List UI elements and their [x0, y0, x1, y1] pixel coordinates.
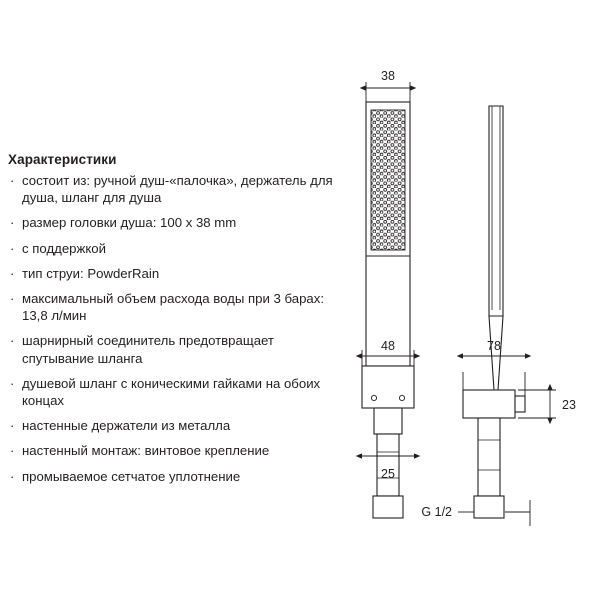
list-item — [8, 375, 346, 409]
dimension-label-hose-width: 25 — [381, 467, 395, 481]
bullet-icon: · — [10, 443, 15, 459]
list-item-text: тип струи: PowderRain — [22, 265, 160, 281]
bullet-icon: · — [10, 375, 15, 391]
hose-connector — [374, 408, 402, 434]
dimension-label-side-height: 23 — [562, 398, 576, 412]
bullet-icon: · — [10, 333, 15, 349]
shower-hose-side — [478, 418, 500, 496]
list-item-text: максимальный объем расхода воды при 3 барах: 13,8 л/мин — [22, 291, 324, 324]
bullet-icon: · — [10, 291, 15, 307]
list-item — [8, 240, 346, 257]
specifications-block — [8, 152, 346, 493]
list-item-text: с поддержкой — [22, 240, 106, 256]
spray-face-pattern — [371, 110, 405, 250]
list-item-text: настенный монтаж: винтовое крепление — [22, 443, 270, 459]
dimension-label-head-width: 38 — [381, 69, 395, 83]
bullet-icon: · — [10, 418, 15, 434]
specifications-title: Характеристики — [8, 152, 117, 167]
list-item — [8, 290, 346, 324]
list-item — [8, 442, 346, 459]
list-item-text: состоит из: ручной душ-«палочка», держатель для душа, шланг для душа — [22, 173, 333, 206]
technical-drawing — [340, 60, 600, 540]
list-item-text: душевой шланг с коническими гайками на обоих концах — [22, 375, 321, 409]
dimension-head-width — [366, 82, 410, 102]
list-item — [8, 265, 346, 282]
hose-nut-side — [474, 496, 504, 518]
list-item-text: настенные держатели из металла — [22, 418, 231, 434]
list-item — [8, 172, 346, 206]
shower-side-taper — [489, 316, 503, 390]
list-item-text: промываемое сетчатое уплотнение — [22, 468, 241, 484]
wall-bracket-front — [362, 366, 414, 408]
list-item-text: шарнирный соединитель предотвращает спутывание шланга — [22, 333, 274, 366]
bullet-icon: · — [10, 173, 15, 188]
bracket-wall-plate — [515, 396, 525, 412]
dimension-label-bracket-width: 48 — [381, 339, 395, 353]
shower-hose — [377, 434, 399, 496]
dimension-label-thread: G 1/2 — [421, 505, 452, 519]
hose-nut — [373, 496, 403, 518]
bullet-icon: · — [10, 240, 15, 256]
bullet-icon: · — [10, 265, 15, 281]
list-item — [8, 214, 346, 231]
specifications-list — [8, 172, 346, 485]
list-item-text: размер головки душа: 100 x 38 mm — [22, 215, 237, 231]
dimension-label-side-depth: 78 — [487, 339, 501, 353]
shower-side-body — [489, 106, 503, 316]
list-item — [8, 468, 346, 485]
wall-bracket-side — [463, 390, 515, 418]
bullet-icon: · — [10, 468, 15, 484]
list-item — [8, 332, 346, 366]
bullet-icon: · — [10, 215, 15, 231]
list-item — [8, 417, 346, 434]
